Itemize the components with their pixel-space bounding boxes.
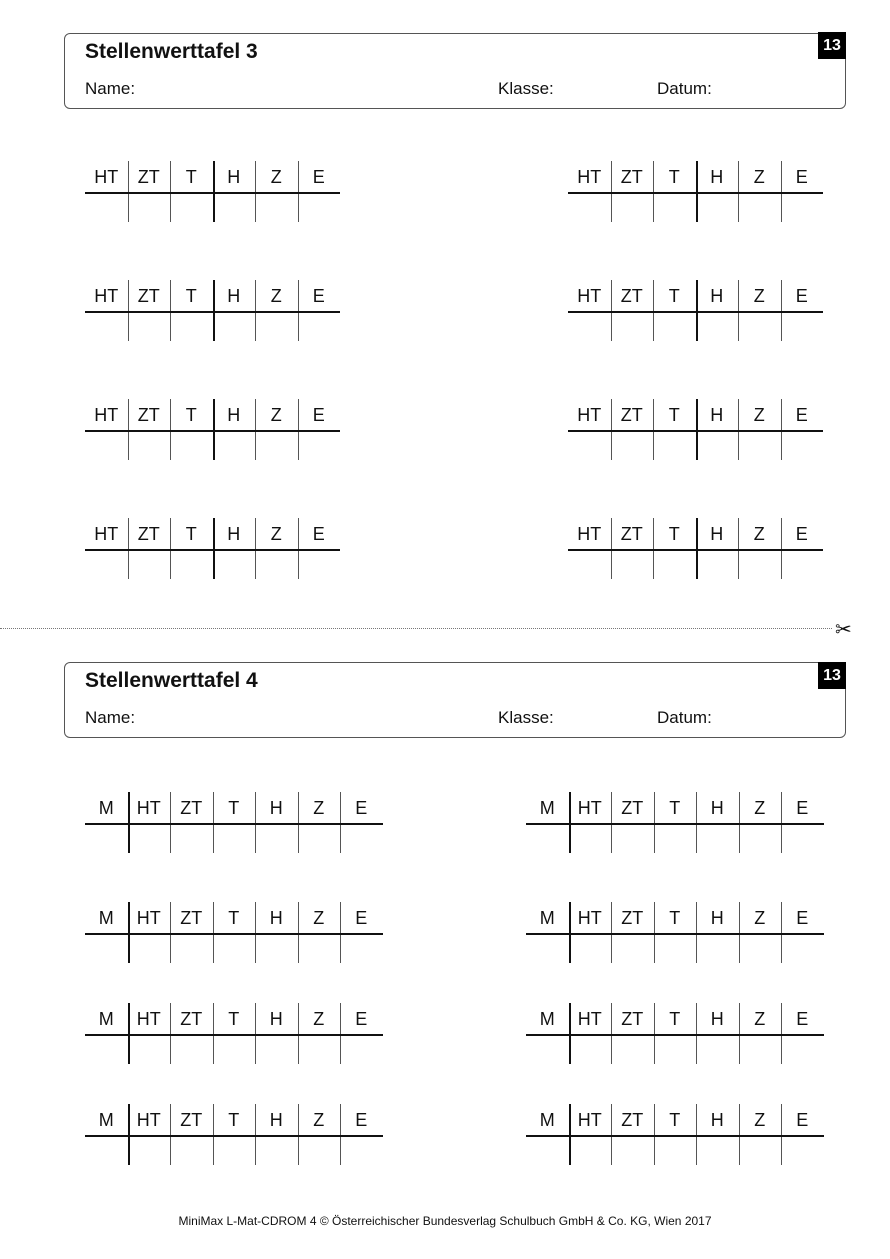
sheet4-name-label: Name:	[85, 708, 136, 727]
column-header: HT	[94, 405, 119, 425]
copyright-footer: MiniMax L-Mat-CDROM 4 © Österreichischer Bundesverlag Schulbuch GmbH & Co. KG, Wien 2017	[178, 1214, 712, 1228]
column-header: E	[312, 405, 325, 425]
column-header: T	[228, 908, 240, 928]
column-header: T	[228, 798, 240, 818]
header-underline	[526, 933, 824, 935]
column-header: H	[710, 167, 724, 187]
header-underline	[85, 1034, 383, 1036]
column-header: Z	[270, 524, 282, 544]
column-header: HT	[94, 286, 119, 306]
column-header: M	[539, 798, 555, 818]
column-header: T	[185, 286, 197, 306]
column-header: ZT	[621, 908, 644, 928]
column-header: H	[227, 405, 241, 425]
column-header: E	[312, 167, 325, 187]
column-header: E	[796, 1110, 809, 1130]
column-header: H	[269, 1009, 283, 1029]
column-header: Z	[753, 405, 765, 425]
column-header: Z	[313, 798, 325, 818]
column-header: E	[796, 908, 809, 928]
sheet4-number-badge: 13	[818, 662, 846, 689]
column-header: HT	[577, 1009, 602, 1029]
sheet3-name-label: Name:	[85, 79, 136, 98]
column-header: T	[228, 1009, 240, 1029]
column-header: ZT	[137, 167, 160, 187]
column-header: E	[355, 1110, 368, 1130]
column-header: T	[669, 1110, 681, 1130]
column-header: H	[227, 167, 241, 187]
column-header: ZT	[180, 1009, 203, 1029]
column-header: HT	[136, 908, 161, 928]
column-header: M	[98, 908, 114, 928]
column-header: H	[710, 798, 724, 818]
column-header: HT	[94, 524, 119, 544]
column-header: T	[228, 1110, 240, 1130]
header-underline	[568, 549, 823, 551]
column-header: T	[669, 908, 681, 928]
column-header: E	[795, 524, 808, 544]
column-header: E	[355, 1009, 368, 1029]
header-underline	[526, 1135, 824, 1137]
column-header: ZT	[620, 286, 643, 306]
column-header: H	[710, 286, 724, 306]
column-header: Z	[270, 405, 282, 425]
column-header: T	[185, 405, 197, 425]
sheet4-date-label: Datum:	[657, 708, 712, 727]
header-underline	[85, 823, 383, 825]
column-header: H	[269, 798, 283, 818]
column-header: Z	[754, 1009, 766, 1029]
column-header: M	[98, 1009, 114, 1029]
header-underline	[85, 430, 340, 432]
cut-line	[0, 628, 832, 629]
column-header: ZT	[180, 798, 203, 818]
column-header: T	[669, 1009, 681, 1029]
column-header: ZT	[137, 524, 160, 544]
column-header: T	[668, 286, 680, 306]
column-header: T	[669, 798, 681, 818]
column-header: E	[355, 908, 368, 928]
column-header: M	[539, 1009, 555, 1029]
column-header: T	[668, 524, 680, 544]
header-underline	[85, 192, 340, 194]
column-header: HT	[577, 167, 602, 187]
column-header: T	[668, 405, 680, 425]
column-header: Z	[270, 286, 282, 306]
column-header: HT	[577, 524, 602, 544]
column-header: H	[710, 405, 724, 425]
column-header: E	[795, 167, 808, 187]
header-underline	[85, 549, 340, 551]
column-header: HT	[577, 908, 602, 928]
column-header: E	[796, 798, 809, 818]
column-header: ZT	[620, 524, 643, 544]
column-header: HT	[577, 1110, 602, 1130]
header-underline	[526, 823, 824, 825]
column-header: ZT	[137, 405, 160, 425]
column-header: HT	[577, 286, 602, 306]
sheet3-title: Stellenwerttafel 3	[85, 40, 258, 63]
column-header: Z	[270, 167, 282, 187]
column-header: H	[710, 524, 724, 544]
column-header: Z	[754, 1110, 766, 1130]
column-header: H	[227, 524, 241, 544]
header-underline	[526, 1034, 824, 1036]
header-underline	[85, 1135, 383, 1137]
column-header: ZT	[621, 1110, 644, 1130]
sheet3-class-label: Klasse:	[498, 79, 554, 98]
header-underline	[568, 311, 823, 313]
header-underline	[85, 933, 383, 935]
column-header: E	[795, 286, 808, 306]
column-header: H	[269, 908, 283, 928]
column-header: M	[98, 798, 114, 818]
column-header: ZT	[620, 405, 643, 425]
column-header: ZT	[621, 1009, 644, 1029]
column-header: E	[312, 524, 325, 544]
column-header: HT	[136, 798, 161, 818]
column-header: M	[98, 1110, 114, 1130]
column-header: E	[796, 1009, 809, 1029]
column-header: HT	[577, 405, 602, 425]
column-header: Z	[753, 286, 765, 306]
column-header: E	[312, 286, 325, 306]
column-header: HT	[136, 1009, 161, 1029]
column-header: ZT	[180, 908, 203, 928]
column-header: ZT	[137, 286, 160, 306]
column-header: T	[668, 167, 680, 187]
column-header: HT	[577, 798, 602, 818]
scissors-icon: ✂	[835, 619, 852, 641]
header-underline	[568, 430, 823, 432]
column-header: Z	[313, 1110, 325, 1130]
column-header: E	[355, 798, 368, 818]
column-header: M	[539, 908, 555, 928]
column-header: T	[185, 524, 197, 544]
column-header: Z	[754, 908, 766, 928]
column-header: Z	[753, 524, 765, 544]
column-header: HT	[94, 167, 119, 187]
header-underline	[568, 192, 823, 194]
column-header: H	[269, 1110, 283, 1130]
header-underline	[85, 311, 340, 313]
sheet4-header-box	[64, 662, 846, 738]
sheet3-number-badge: 13	[818, 32, 846, 59]
sheet4-class-label: Klasse:	[498, 708, 554, 727]
column-header: ZT	[620, 167, 643, 187]
sheet3-header-box	[64, 33, 846, 109]
column-header: H	[710, 1110, 724, 1130]
column-header: T	[185, 167, 197, 187]
column-header: E	[795, 405, 808, 425]
column-header: Z	[753, 167, 765, 187]
sheet4-title: Stellenwerttafel 4	[85, 669, 258, 692]
column-header: Z	[313, 908, 325, 928]
column-header: Z	[754, 798, 766, 818]
column-header: H	[710, 1009, 724, 1029]
sheet3-date-label: Datum:	[657, 79, 712, 98]
column-header: H	[710, 908, 724, 928]
column-header: Z	[313, 1009, 325, 1029]
column-header: ZT	[621, 798, 644, 818]
column-header: M	[539, 1110, 555, 1130]
column-header: ZT	[180, 1110, 203, 1130]
column-header: HT	[136, 1110, 161, 1130]
column-header: H	[227, 286, 241, 306]
